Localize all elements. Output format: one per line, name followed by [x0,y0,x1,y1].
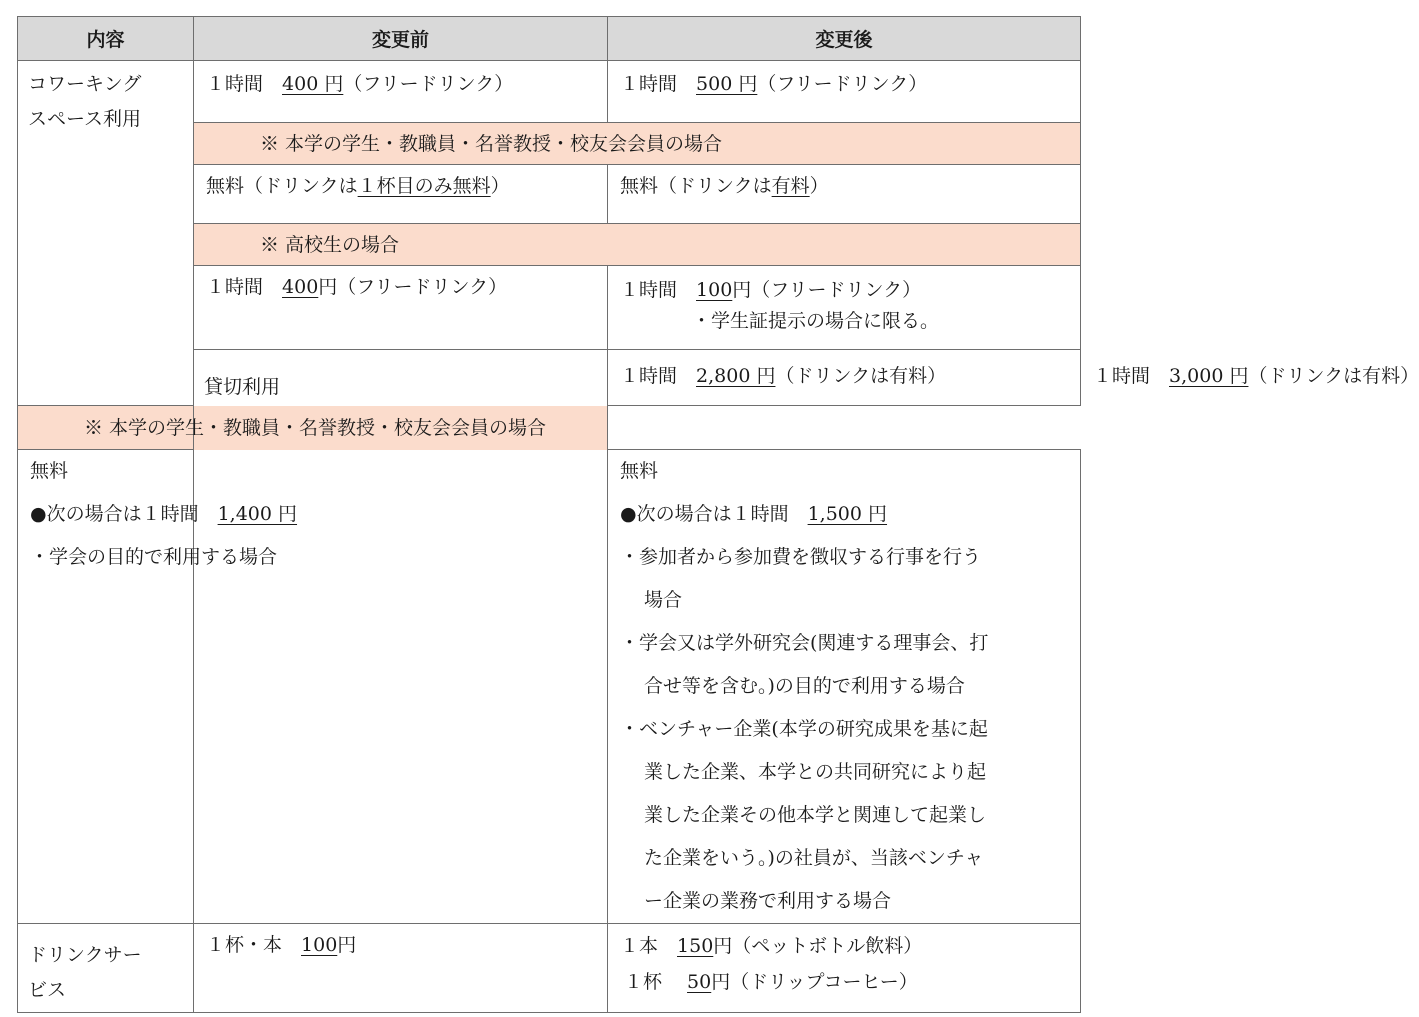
charter-after-line: た企業をいう。)の社員が、当該ベンチャ [644,847,984,869]
coworking-row [18,61,1081,123]
coworking-member-note: ※ 本学の学生・教職員・名誉教授・校友会会員の場合 [194,123,1081,165]
coworking-hs-note: ※ 高校生の場合 [194,224,1081,266]
charter-note-row [18,406,1081,450]
header-row [18,17,1081,61]
charter-before: １時間 2,800 円（ドリンクは有料） [608,350,1081,406]
charter-after-line: ・参加者から参加費を徴収する行事を行う [620,546,982,568]
coworking-member-after: 無料（ドリンクは有料） [608,165,1081,224]
header-content: 内容 [18,17,194,61]
drink-after: １本 150円（ペットボトル飲料） １杯 50円（ドリップコーヒー） [608,924,1081,1013]
charter-after-line: ー企業の業務で利用する場合 [644,890,892,912]
coworking-label-line1: コワーキング [28,73,142,95]
charter-member-note: ※ 本学の学生・教職員・名誉教授・校友会会員の場合 [18,406,608,450]
charter-row: 貸切利用 １時間 2,800 円（ドリンクは有料） １時間 3,000 円（ドリンクは有料） [18,350,1081,406]
coworking-member-before: 無料（ドリンクは１杯目のみ無料） [194,165,608,224]
charter-after-line: 業した企業、本学との共同研究により起 [644,761,987,783]
header-before: 変更前 [194,17,608,61]
drink-row [18,924,1081,1013]
coworking-before: １時間 400 円（フリードリンク） [194,61,608,123]
charter-member-after: 無料 ●次の場合は１時間 1,500 円 ・参加者から参加費を徴収する行事を行う 場合 ・学会又は学外研究会(関連する理事会、打 合せ等を含む。)の目的で利用する場合 ・ベンチャー企業(本学の研究成果を基に起 業した企業、本学との共同研究により起 業した企業その他本学と関連して起業し た企業をいう。)の社員が、当該ベンチャ ー企業の業務で利用する場合 [608,450,1081,924]
charter-after-line: ・学会又は学外研究会(関連する理事会、打 [620,632,989,654]
header-after: 変更後 [608,17,1081,61]
coworking-label [18,61,194,406]
charter-after-line: 合せ等を含む。)の目的で利用する場合 [644,675,965,697]
charter-after-line: 業した企業その他本学と関連して起業し [644,804,987,826]
student-id-condition: ・学生証提示の場合に限る。 [692,310,940,332]
drink-before: １杯・本 100円 [194,924,608,1013]
coworking-hs-after: １時間 100円（フリードリンク） ・学生証提示の場合に限る。 [608,266,1081,350]
charter-member-before: 無料 ●次の場合は１時間 1,400 円 ・学会の目的で利用する場合 [18,450,194,924]
charter-before-item: ・学会の目的で利用する場合 [30,546,278,568]
coworking-label-line2: スペース利用 [28,108,142,130]
fee-change-table [17,16,1419,1013]
charter-after-line: 場合 [644,589,683,611]
charter-label: 貸切利用 [194,350,608,924]
drink-label: ドリンクサー ビス [18,924,194,1013]
coworking-after: １時間 500 円（フリードリンク） [608,61,1081,123]
coworking-hs-before: １時間 400円（フリードリンク） [194,266,608,350]
charter-after-line: ・ベンチャー企業(本学の研究成果を基に起 [620,718,988,740]
